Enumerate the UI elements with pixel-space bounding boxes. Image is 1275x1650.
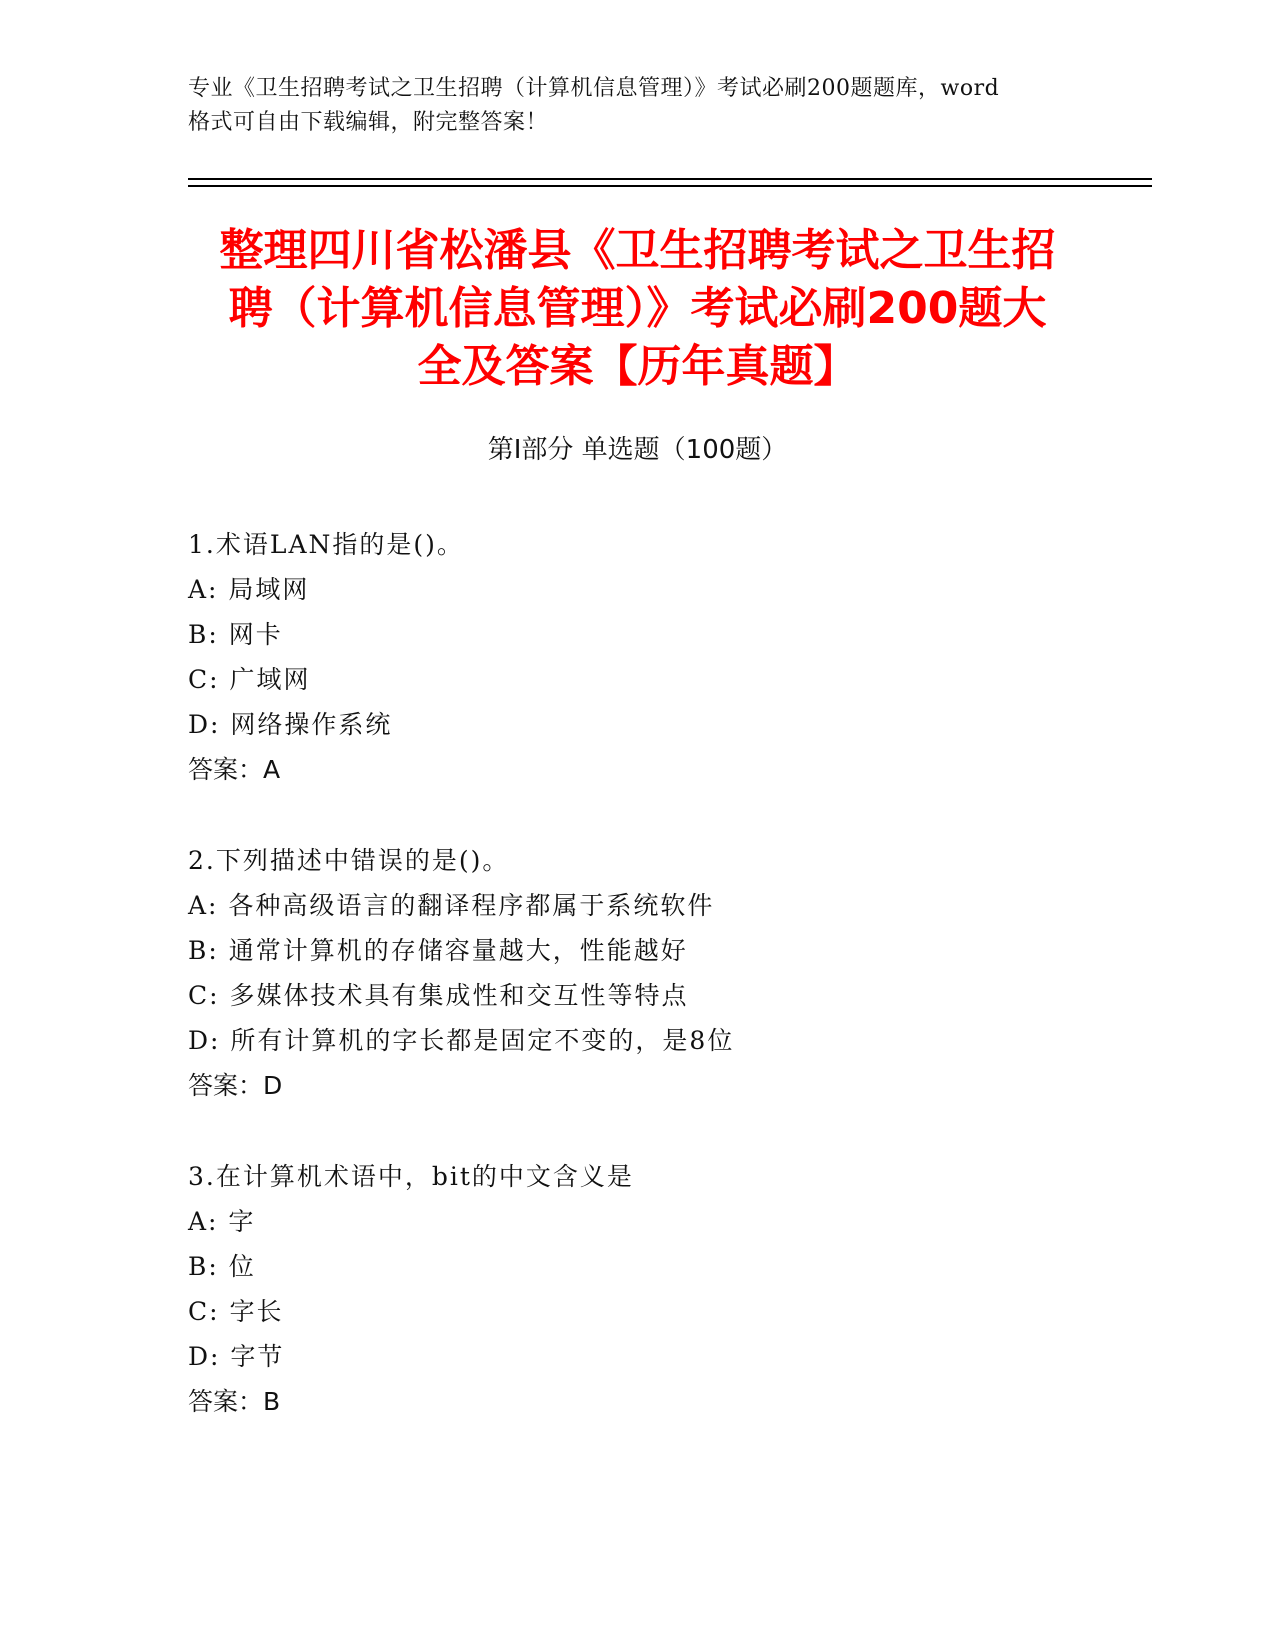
question-item [188,522,1148,792]
option-a: A: 局域网 [188,575,310,604]
title-line-3: 全及答案【历年真题】 [417,341,858,392]
header-note-line-2: 格式可自由下载编辑，附完整答案！ [188,110,549,135]
option-b: B: 位 [188,1252,256,1281]
answer-text: 答案：D [188,1071,283,1100]
section-heading: 第Ⅰ部分 单选题（100题） [487,435,788,465]
option-c: C: 字长 [188,1297,284,1326]
option-b: B: 通常计算机的存储容量越大，性能越好 [188,936,688,965]
answer-text: 答案：A [188,755,281,784]
header-divider-bottom [188,185,1152,187]
header-note-line-1: 专业《卫生招聘考试之卫生招聘（计算机信息管理）》考试必刷200题题库，word [188,76,1000,101]
option-d: D: 所有计算机的字长都是固定不变的，是8位 [188,1026,735,1055]
question-text: 2.下列描述中错误的是()。 [188,846,510,875]
option-a: A: 各种高级语言的翻译程序都属于系统软件 [188,891,715,920]
answer-text: 答案：B [188,1387,281,1416]
option-b: B: 网卡 [188,620,283,649]
question-item [188,1154,1148,1424]
header-note [188,72,1088,140]
title-line-2: 聘（计算机信息管理）》考试必刷200题大 [228,283,1047,334]
question-text: 1.术语LAN指的是()。 [188,530,464,559]
header-divider-top [188,178,1152,180]
option-d: D: 字节 [188,1342,285,1371]
question-list [188,522,1148,1470]
option-c: C: 广域网 [188,665,311,694]
question-item [188,838,1148,1108]
question-text: 3.在计算机术语中，bit的中文含义是 [188,1162,634,1191]
title-line-1: 整理四川省松潘县《卫生招聘考试之卫生招 [219,225,1056,276]
option-a: A: 字 [188,1207,256,1236]
document-title [150,222,1125,396]
option-c: C: 多媒体技术具有集成性和交互性等特点 [188,981,689,1010]
option-d: D: 网络操作系统 [188,710,393,739]
